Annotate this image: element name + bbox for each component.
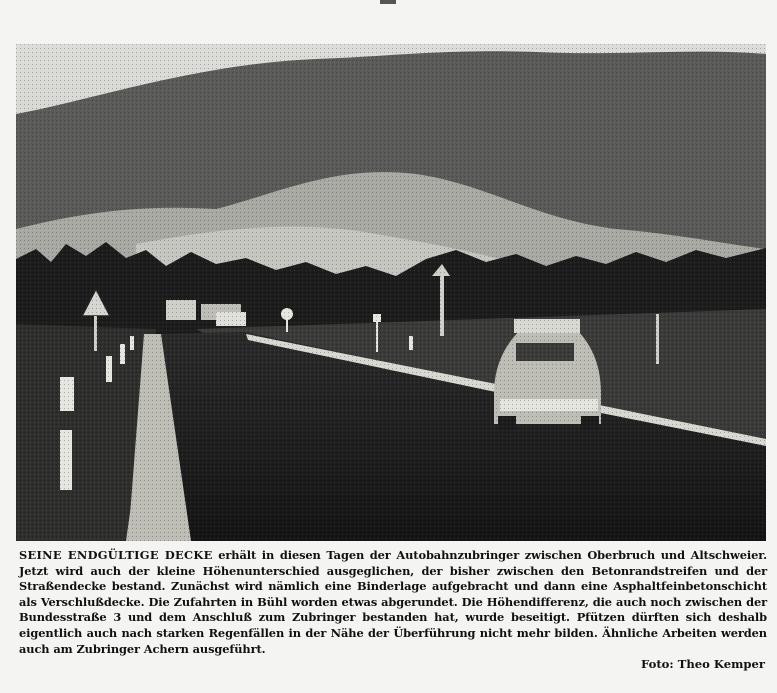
caption-body: erhält in diesen Tagen der Autobahnzubringer zwischen Oberbruch und Altschweier. Jetzt wird auch der kleine Höhenunterschied ausgeglichen, der bisher zwischen den Betonrandstreifen und der Straßendecke bestand. Zunächst wird nämlich eine Binderlage aufgebracht und dann eine Asphaltfeinbetonschicht als Verschlußdecke. Die Zufahrten in Bühl worden etwas abgerundet. Die Höhendifferenz, die auch noch zwischen der Bundesstraße 3 und dem Anschluß zum Zubringer bestanden hat, wurde beseitigt. Pfützen dürften sich deshalb eigentlich auch nach starken Regenfällen in der Nähe der Überführung nicht mehr bilden. Ähnliche Arbeiten werden auch am Zubringer Achern ausgeführt. bbox=[19, 548, 767, 656]
page-edge-mark bbox=[380, 0, 396, 4]
photo-caption bbox=[19, 548, 767, 657]
caption-lead: SEINE ENDGÜLTIGE DECKE bbox=[19, 548, 213, 562]
road-photo bbox=[16, 44, 766, 541]
photo-credit: Foto: Theo Kemper bbox=[641, 657, 765, 671]
road-photo-illustration bbox=[16, 44, 766, 541]
